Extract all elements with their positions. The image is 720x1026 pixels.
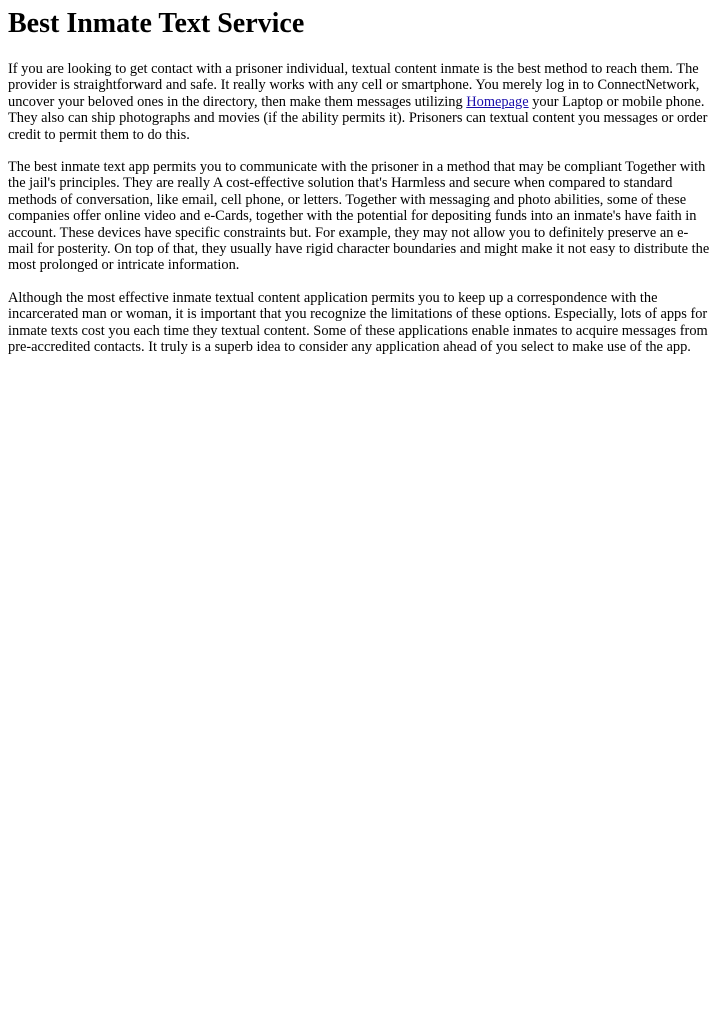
paragraph-intro-text-start: If you are looking to get contact with a prisoner individual, textual content inmate is the best method to reach them. The provider is straightforward and safe. It really works with any cell or smartphone. You merely log in to ConnectNetwork, uncover your beloved ones in the directory, then make them messages utilizing: [8, 61, 700, 110]
paragraph-app-benefits: The best inmate text app permits you to communicate with the prisoner in a method that may be compliant Together with the jail's principles. They are really A cost-effective solution that's Harmless and secure when compared to standard methods of conversation, like email, cell phone, or letters. Together with messaging and photo abilities, some of these companies offer online video and e-Cards, together with the potential for depositing funds into an inmate's have faith in account. These devices have specific constraints but. For example, they may not allow you to definitely preserve an e-mail for posterity. On top of that, they usually have rigid character boundaries and might make it not easy to distribute the most prolonged or intricate information.: [8, 159, 710, 274]
paragraph-intro: [8, 61, 712, 143]
paragraph-limitations: Although the most effective inmate textual content application permits you to keep up a correspondence with the incarcerated man or woman, it is important that you recognize the limitations of these options. Especially, lots of apps for inmate texts cost you each time they textual content. Some of these applications enable inmates to acquire messages from pre-accredited contacts. It truly is a superb idea to consider any application ahead of you select to make use of the app.: [8, 289, 708, 356]
paragraph-intro-text-end: your Laptop or mobile phone. They also can ship photographs and movies (if the ability permits it). Prisoners can textual content you messages or order credit to permit them to do this.: [8, 93, 708, 143]
homepage-link[interactable]: Homepage: [466, 93, 529, 110]
page-title: Best Inmate Text Service: [8, 8, 305, 39]
